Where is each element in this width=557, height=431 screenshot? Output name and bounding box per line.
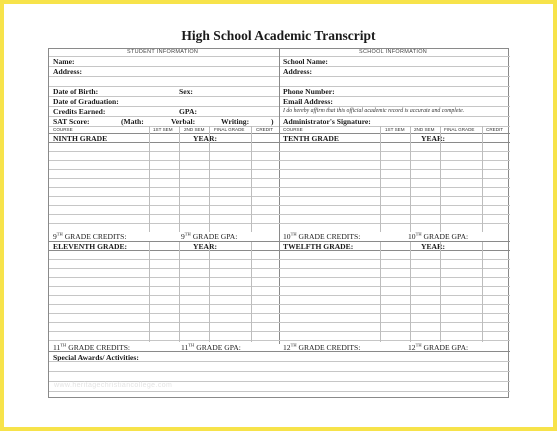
eleventh-year-label: YEAR: <box>193 242 218 251</box>
transcript-form <box>48 48 509 398</box>
ninth-gpa: 9TH GRADE GPA: <box>181 231 238 241</box>
tenth-credits: 10TH GRADE CREDITS: <box>283 231 361 241</box>
rule-line <box>49 391 510 392</box>
column-line <box>149 126 150 232</box>
column-line <box>251 126 252 232</box>
column-line <box>410 126 411 232</box>
column-line <box>209 242 210 342</box>
col-final-grade-right: FINAL GRADE <box>444 127 475 132</box>
sex-label: Sex: <box>179 87 193 96</box>
col-1st-sem: 1ST SEM <box>153 127 173 132</box>
name-label: Name: <box>53 57 75 66</box>
ninth-credits: 9TH GRADE CREDITS: <box>53 231 127 241</box>
ninth-year-label: YEAR: <box>193 134 218 143</box>
document-title: High School Academic Transcript <box>181 28 376 43</box>
col-2nd-sem-right: 2ND SEM <box>414 127 435 132</box>
twelfth-gpa: 12TH GRADE GPA: <box>408 342 469 352</box>
tenth-year-label: YEAR: <box>421 134 446 143</box>
signature-label: Administrator's Signature: <box>283 117 371 126</box>
ninth-grade-label: NINTH GRADE <box>53 134 108 143</box>
eleventh-grade-label: ELEVENTH GRADE: <box>53 242 128 251</box>
address-label: Address: <box>53 67 82 76</box>
dob-label: Date of Birth: <box>53 87 99 96</box>
twelfth-credits: 12TH GRADE CREDITS: <box>283 342 361 352</box>
column-line <box>149 242 150 342</box>
column-line <box>209 126 210 232</box>
column-line <box>440 242 441 342</box>
col-course: COURSE <box>53 127 73 132</box>
rule-line <box>49 361 510 362</box>
sat-verbal-label: Verbal: <box>171 117 196 126</box>
student-info-caption: STUDENT INFORMATION <box>127 49 199 55</box>
column-line <box>410 242 411 342</box>
column-line <box>380 242 381 342</box>
rule-line <box>49 371 510 372</box>
tenth-gpa: 10TH GRADE GPA: <box>408 231 469 241</box>
col-credit-right: CREDIT <box>486 127 504 132</box>
sat-label: SAT Score: <box>53 117 90 126</box>
col-course-right: COURSE <box>283 127 303 132</box>
email-label: Email Address: <box>283 97 333 106</box>
graduation-label: Date of Graduation: <box>53 97 119 106</box>
column-line <box>251 242 252 342</box>
watermark-text: www.heritagechristiancollege.com <box>54 382 173 389</box>
column-line <box>440 126 441 232</box>
sat-writing-label: Writing: <box>221 117 250 126</box>
column-line <box>179 126 180 232</box>
school-info-caption: SCHOOL INFORMATION <box>359 49 428 55</box>
eleventh-credits: 11TH GRADE CREDITS: <box>53 342 131 352</box>
column-line <box>179 242 180 342</box>
sat-math-label: (Math: <box>121 117 144 126</box>
col-1st-sem-right: 1ST SEM <box>385 127 405 132</box>
twelfth-year-label: YEAR: <box>421 242 446 251</box>
phone-label: Phone Number: <box>283 87 335 96</box>
col-credit: CREDIT <box>256 127 274 132</box>
col-2nd-sem: 2ND SEM <box>184 127 205 132</box>
school-name-label: School Name: <box>283 57 328 66</box>
twelfth-grade-label: TWELFTH GRADE: <box>283 242 354 251</box>
rule-line <box>49 351 510 352</box>
special-awards-label: Special Awards/ Activities: <box>53 353 139 362</box>
affirm-statement: I do hereby affirm that this official academic record is accurate and complete. <box>283 108 465 114</box>
column-line <box>380 126 381 232</box>
col-final-grade: FINAL GRADE <box>214 127 245 132</box>
credits-earned-label: Credits Earned: <box>53 107 106 116</box>
school-address-label: Address: <box>283 67 312 76</box>
column-line <box>482 126 483 232</box>
gpa-label: GPA: <box>179 107 197 116</box>
eleventh-gpa: 11TH GRADE GPA: <box>181 342 241 352</box>
tenth-grade-label: TENTH GRADE <box>283 134 339 143</box>
column-line <box>482 242 483 342</box>
sat-close-paren: ) <box>271 117 274 126</box>
